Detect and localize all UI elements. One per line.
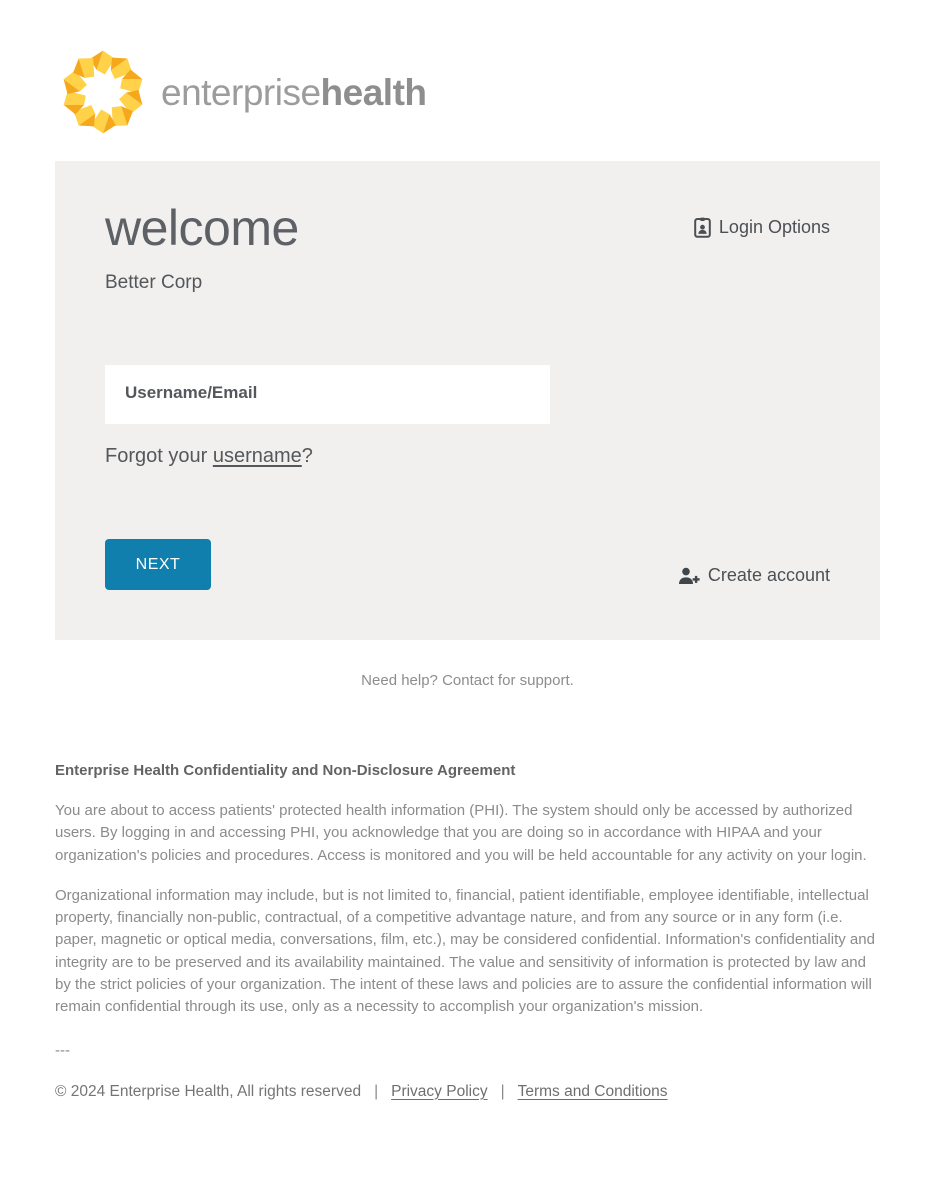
- help-text: Need help? Contact for support.: [361, 672, 574, 689]
- agreement-paragraph: You are about to access patients' protected health information (PHI). The system should only be accessed by authorized users. By logging in and accessing PHI, you acknowledge that you are doing so in accordance with HIPAA and your organization's policies and procedures. Access is monitored and you will be held accountable for any activity on your login.: [55, 802, 867, 864]
- forgot-prefix: Forgot your: [105, 445, 213, 467]
- brand-logo: [57, 0, 880, 138]
- login-options-label: Login Options: [718, 217, 830, 237]
- forgot-username-line: [105, 445, 830, 468]
- login-options-link[interactable]: [694, 217, 830, 238]
- brand-wordmark: [161, 71, 427, 113]
- footer-separator: |: [374, 1082, 379, 1100]
- brand-wordmark-light: enterprise: [161, 71, 321, 113]
- id-badge-icon: [694, 217, 711, 238]
- username-input[interactable]: [105, 365, 550, 424]
- login-panel: [55, 161, 880, 640]
- next-button[interactable]: NEXT: [105, 539, 211, 590]
- organization-name: Better Corp: [105, 272, 203, 293]
- privacy-policy-link[interactable]: Privacy Policy: [391, 1082, 488, 1100]
- agreement-paragraph: Organizational information may include, but is not limited to, financial, patient identifiable, employee identifiable, intellectual property, financially non-public, contractual, of a competitive advantage nature, and from any source or in any form (i.e. paper, magnetic or optical media, conversations, film, etc.), may be considered confidential. Information's confidentiality and integrity are to be preserved and its availability maintained. The value and sensitivity of information is protected by law and by the strict policies of your organization. The intent of these laws and policies are to assure the confidential information will remain confidential through its use, only as a necessity to accomplish your organization's mission.: [55, 886, 875, 1016]
- forgot-suffix: ?: [301, 445, 313, 467]
- copyright-text: © 2024 Enterprise Health, All rights reserved: [55, 1082, 362, 1100]
- create-account-label: Create account: [707, 565, 830, 585]
- user-plus-icon: [678, 567, 700, 585]
- terms-and-conditions-link[interactable]: Terms and Conditions: [517, 1082, 668, 1100]
- confidentiality-agreement: [55, 762, 880, 1059]
- create-account-link[interactable]: [678, 565, 830, 586]
- forgot-username-link[interactable]: username: [212, 445, 302, 467]
- page-footer: [55, 1083, 880, 1101]
- panel-header-row: [105, 201, 830, 256]
- sunflower-logo-icon: [57, 46, 149, 138]
- agreement-divider: ---: [55, 1041, 70, 1059]
- panel-actions-row: [105, 539, 830, 590]
- footer-separator: |: [500, 1082, 505, 1100]
- welcome-heading: welcome: [105, 200, 299, 256]
- brand-wordmark-bold: health: [320, 71, 427, 113]
- agreement-title: Enterprise Health Confidentiality and Non-Disclosure Agreement: [55, 762, 516, 779]
